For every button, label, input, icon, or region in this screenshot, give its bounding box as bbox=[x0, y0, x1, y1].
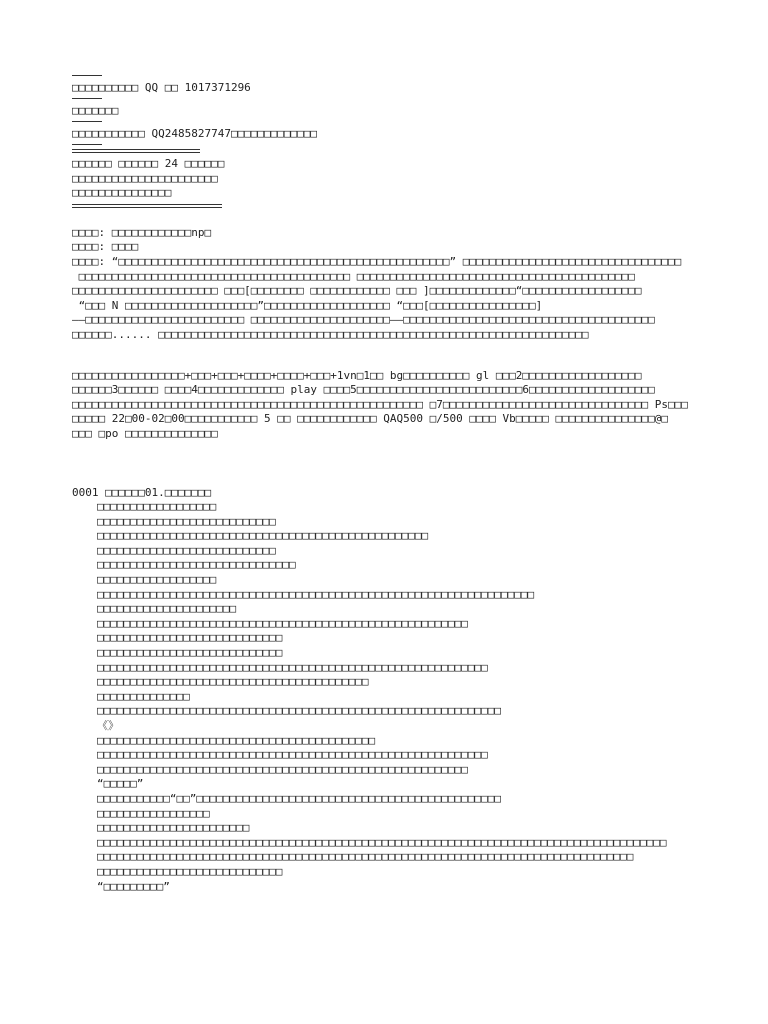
divider bbox=[72, 121, 102, 122]
rules-paragraph bbox=[72, 369, 712, 442]
meta-summary: “□□□ N □□□□□□□□□□□□□□□□□□□□”□□□□□□□□□□□□□□□□□□□ “□□□[□□□□□□□□□□□□□□□□] bbox=[72, 298, 543, 312]
qq-contact-line-2: □□□□□□□□□□□ QQ2485827747□□□□□□□□□□□□□ bbox=[72, 127, 318, 140]
chapter-line: □□□□□□□□□□□□□□ bbox=[97, 689, 190, 703]
chapter-line: □□□□□□□□□□□□□□□□□□□□□ bbox=[97, 602, 237, 616]
chapter-line: □□□□□□□□□□□□□□□□□□□□□□□□□□□□ bbox=[97, 631, 283, 645]
rules-line: □□□□□□3□□□□□□ □□□□4□□□□□□□□□□□□□ play □□□□5□□□□□□□□□□□□□□□□□□□□□□□□□6□□□□□□□□□□□□□□□□□□□ bbox=[72, 383, 655, 397]
meta-summary: ——□□□□□□□□□□□□□□□□□□□□□□□□ □□□□□□□□□□□□□□□□□□□□□——□□□□□□□□□□□□□□□□□□□□□□□□□□□□□□□□□□□□□□ bbox=[72, 313, 655, 327]
divider bbox=[72, 75, 102, 76]
document-page bbox=[72, 72, 712, 894]
chapter-line: □□□□□□□□□□□□□□□□□□□□□□□□□□□□ bbox=[97, 646, 283, 660]
chapter-line: □□□□□□□□□□□□□□□□□ bbox=[97, 806, 210, 820]
rules-line: □□□□□□□□□□□□□□□□□□□□□□□□□□□□□□□□□□□□□□□□□□□□□□□□□□□□□ □7□□□□□□□□□□□□□□□□□□□□□□□□□□□□□□□ Ps□□□ bbox=[72, 397, 688, 411]
chapter-line: □□□□□□□□□□□□□□□□□□□□□□□□□□□□□□□□□□□□□□□□□□□□□□□□□□ bbox=[97, 529, 429, 543]
chapter-line: □□□□□□□□□□□□□□□□□□□□□□□□□□□ bbox=[97, 543, 276, 557]
meta-summary: □□□□□□...... □□□□□□□□□□□□□□□□□□□□□□□□□□□□□□□□□□□□□□□□□□□□□□□□□□□□□□□□□□□□□□□□□ bbox=[72, 327, 589, 341]
chapter-line: □□□□□□□□□□□□□□□□□□□□□□□□□□□□□□□□□□□□□□□□□□□□□□□□□□□□□□□□□□□ bbox=[97, 660, 488, 674]
chapter-line: □□□□□□□□□□□□□□□□□□□□□□□□□□□□□□□□□□□□□□□□□□□□□□□□□□□□□□□□□□□□□□□□□□ bbox=[97, 587, 535, 601]
chapter-line: □□□□□□□□□□□□□□□□□□□□□□□□□□□□□□□□□□□□□□□□□□□□□□□□□□□□□□□□ bbox=[97, 616, 468, 630]
chapter-line: □□□□□□□□□□□□□□□□□□□□□□□□□□□□□□□□□□□□□□□□□ bbox=[97, 675, 369, 689]
chapter-section bbox=[72, 486, 712, 895]
notice-line: □□□□□□□□□□□□□□□ bbox=[72, 186, 172, 200]
rules-line: □□□□□□□□□□□□□□□□□+□□□+□□□+□□□□+□□□□+□□□+1vn□1□□ bg□□□□□□□□□□ gl □□□2□□□□□□□□□□□□□□□□□□ bbox=[72, 368, 642, 382]
chapter-line: “□□□□□□□□□” bbox=[97, 879, 170, 893]
chapter-line: □□□□□□□□□□□□□□□□□□□□□□□ bbox=[97, 821, 250, 835]
meta-summary: □□□□□□□□□□□□□□□□□□□□□□□□□□□□□□□□□□□□□□□□□ □□□□□□□□□□□□□□□□□□□□□□□□□□□□□□□□□□□□□□□□□□ bbox=[72, 269, 635, 283]
chapter-line: □□□□□□□□□□□□□□□□□□□□□□□□□□□□□□ bbox=[97, 558, 296, 572]
notice-line: □□□□□□ □□□□□□ 24 □□□□□□ bbox=[72, 157, 225, 170]
chapter-line: □□□□□□□□□□□□□□□□□□□□□□□□□□□□□□□□□□□□□□□□□□□□□□□□□□□□□□□□□□□□□□□□□□□□□□□□□□□□□□□□□ bbox=[97, 850, 634, 864]
chapter-line: □□□□□□□□□□□□□□□□□□□□□□□□□□□□□□□□□□□□□□□□□□□□□□□□□□□□□□□□ bbox=[97, 762, 468, 776]
chapter-line: □□□□□□□□□□□□□□□□□□□□□□□□□□□□□□□□□□□□□□□□□□□□□□□□□□□□□□□□□□□□□□□□□□□□□□□□□□□□□□□□□□□□□□ bbox=[97, 835, 667, 849]
chapter-body bbox=[72, 500, 712, 894]
book-meta bbox=[72, 226, 712, 343]
chapter-line: □□□□□□□□□□□□□□□□□□□□□□□□□□□ bbox=[97, 514, 276, 528]
qq-contact-line: □□□□□□□□□□ QQ □□ 1017371296 bbox=[72, 81, 251, 94]
meta-summary: □□□□: “□□□□□□□□□□□□□□□□□□□□□□□□□□□□□□□□□□□□□□□□□□□□□□□□□□” □□□□□□□□□□□□□□□□□□□□□□□□□□□□□□□□□ bbox=[72, 254, 682, 268]
chapter-line: 《》 bbox=[97, 719, 119, 732]
meta-author: □□□□: □□□□ bbox=[72, 240, 139, 254]
double-divider bbox=[72, 149, 200, 153]
chapter-line: □□□□□□□□□□□□□□□□□□□□□□□□□□□□ bbox=[97, 864, 283, 878]
notice-line: □□□□□□□□□□□□□□□□□□□□□□ bbox=[72, 171, 218, 185]
double-divider bbox=[72, 204, 222, 208]
chapter-line: □□□□□□□□□□□□□□□□□□□□□□□□□□□□□□□□□□□□□□□□□□□□□□□□□□□□□□□□□□□□□ bbox=[97, 704, 501, 718]
rules-line: □□□□□ 22□00-02□00□□□□□□□□□□□ 5 □□ □□□□□□□□□□□□ QAQ500 □/500 □□□□ Vb□□□□□ □□□□□□□□□□□□□□□@□ bbox=[72, 412, 669, 426]
chapter-line: □□□□□□□□□□□□□□□□□□ bbox=[97, 573, 217, 587]
chapter-line: □□□□□□□□□□□□□□□□□□□□□□□□□□□□□□□□□□□□□□□□□□ bbox=[97, 733, 376, 747]
meta-title: □□□□: □□□□□□□□□□□□np□ bbox=[72, 225, 212, 239]
rules-line: □□□ □po □□□□□□□□□□□□□□ bbox=[72, 426, 218, 440]
divider bbox=[72, 144, 102, 145]
chapter-line: “□□□□□” bbox=[97, 777, 144, 791]
meta-summary: □□□□□□□□□□□□□□□□□□□□□□ □□□[□□□□□□□□ □□□□□□□□□□□□ □□□ ]□□□□□□□□□□□□□“□□□□□□□□□□□□□□□□□□ bbox=[72, 284, 642, 298]
divider bbox=[72, 98, 102, 99]
header-line: □□□□□□□ bbox=[72, 104, 119, 117]
chapter-line: □□□□□□□□□□□“□□”□□□□□□□□□□□□□□□□□□□□□□□□□□□□□□□□□□□□□□□□□□□□□□ bbox=[97, 791, 501, 805]
chapter-line: □□□□□□□□□□□□□□□□□□□□□□□□□□□□□□□□□□□□□□□□□□□□□□□□□□□□□□□□□□□ bbox=[97, 748, 488, 762]
chapter-line: □□□□□□□□□□□□□□□□□□ bbox=[97, 500, 217, 514]
chapter-title: 0001 □□□□□□01.□□□□□□□ bbox=[72, 485, 212, 499]
